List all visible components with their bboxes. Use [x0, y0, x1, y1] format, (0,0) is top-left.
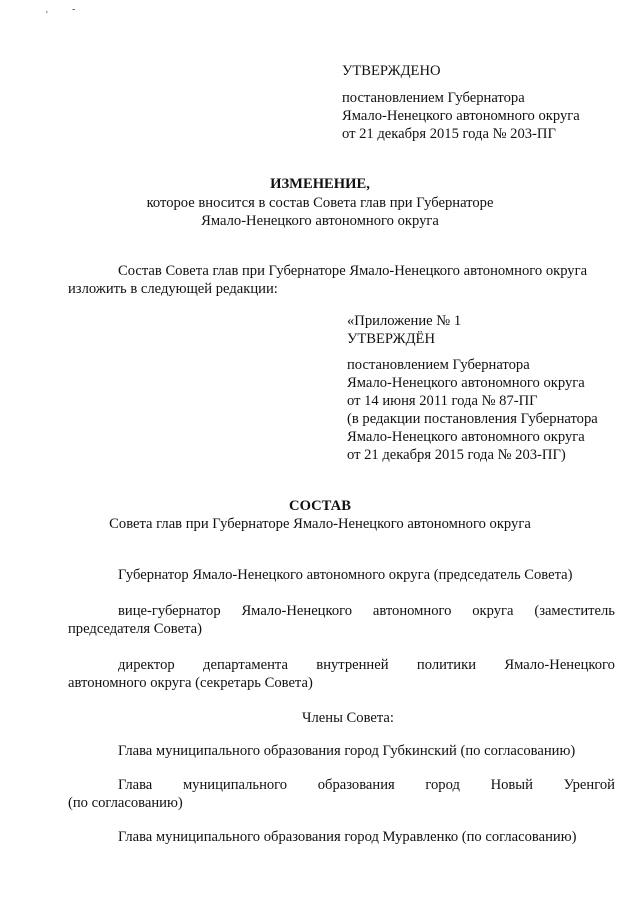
word: округа [472, 603, 514, 619]
word: Ямало-Ненецкого [504, 657, 615, 673]
word: департамента [203, 657, 288, 673]
approved-line: постановлением Губернатора [342, 90, 525, 106]
member-vice-governor-line2: председателя Совета) [68, 621, 202, 637]
change-subtitle-line: которое вносится в состав Совета глав при Губернаторе [146, 195, 494, 211]
scan-mark: - [72, 4, 76, 15]
intro-line: изложить в следующей редакции: [68, 281, 278, 297]
appendix-line: (в редакции постановления Губернатора [347, 411, 598, 427]
appendix-line: постановлением Губернатора [347, 357, 530, 373]
word: город [425, 777, 460, 793]
word: Уренгой [563, 777, 615, 793]
appendix-number: «Приложение № 1 [347, 313, 462, 329]
word: автономного [372, 603, 452, 619]
appendix-line: от 21 декабря 2015 года № 203-ПГ) [347, 447, 566, 463]
approved-line: Ямало-Ненецкого автономного округа [342, 108, 580, 124]
members-heading: Члены Совета: [302, 710, 394, 726]
word: Глава [118, 777, 153, 793]
scan-mark: ' [46, 10, 48, 21]
member-vice-governor [118, 602, 615, 621]
member-muravlenko: Глава муниципального образования город Муравленко (по согласованию) [118, 829, 577, 845]
appendix-line: от 14 июня 2011 года № 87-ПГ [347, 393, 538, 409]
appendix-heading: УТВЕРЖДЁН [347, 331, 435, 347]
word: директор [118, 657, 175, 673]
word: образования [317, 777, 395, 793]
approved-heading: УТВЕРЖДЕНО [342, 63, 441, 79]
change-subtitle-line: Ямало-Ненецкого автономного округа [201, 213, 439, 229]
word: Ямало-Ненецкого [241, 603, 353, 619]
word: политики [416, 657, 477, 673]
word: вице-губернатор [118, 603, 221, 619]
member-novy-urengoy [118, 776, 615, 795]
member-director [118, 656, 615, 675]
intro-line: Состав Совета глав при Губернаторе Ямало-Ненецкого автономного округа [118, 263, 588, 279]
change-title: ИЗМЕНЕНИЕ, [270, 176, 370, 192]
member-gubkinsky: Глава муниципального образования город Губкинский (по согласованию) [118, 743, 576, 759]
appendix-line: Ямало-Ненецкого автономного округа [347, 429, 585, 445]
member-novy-urengoy-line2: (по согласованию) [68, 795, 183, 811]
appendix-line: Ямало-Ненецкого автономного округа [347, 375, 585, 391]
composition-subtitle: Совета глав при Губернаторе Ямало-Ненецкого автономного округа [109, 516, 531, 532]
word: (заместитель [534, 603, 615, 619]
member-governor: Губернатор Ямало-Ненецкого автономного округа (председатель Совета) [118, 567, 573, 583]
composition-title: СОСТАВ [289, 498, 351, 514]
word: муниципального [182, 777, 288, 793]
member-director-line2: автономного округа (секретарь Совета) [68, 675, 313, 691]
word: внутренней [316, 657, 389, 673]
word: Новый [490, 777, 533, 793]
approved-line: от 21 декабря 2015 года № 203-ПГ [342, 126, 556, 142]
